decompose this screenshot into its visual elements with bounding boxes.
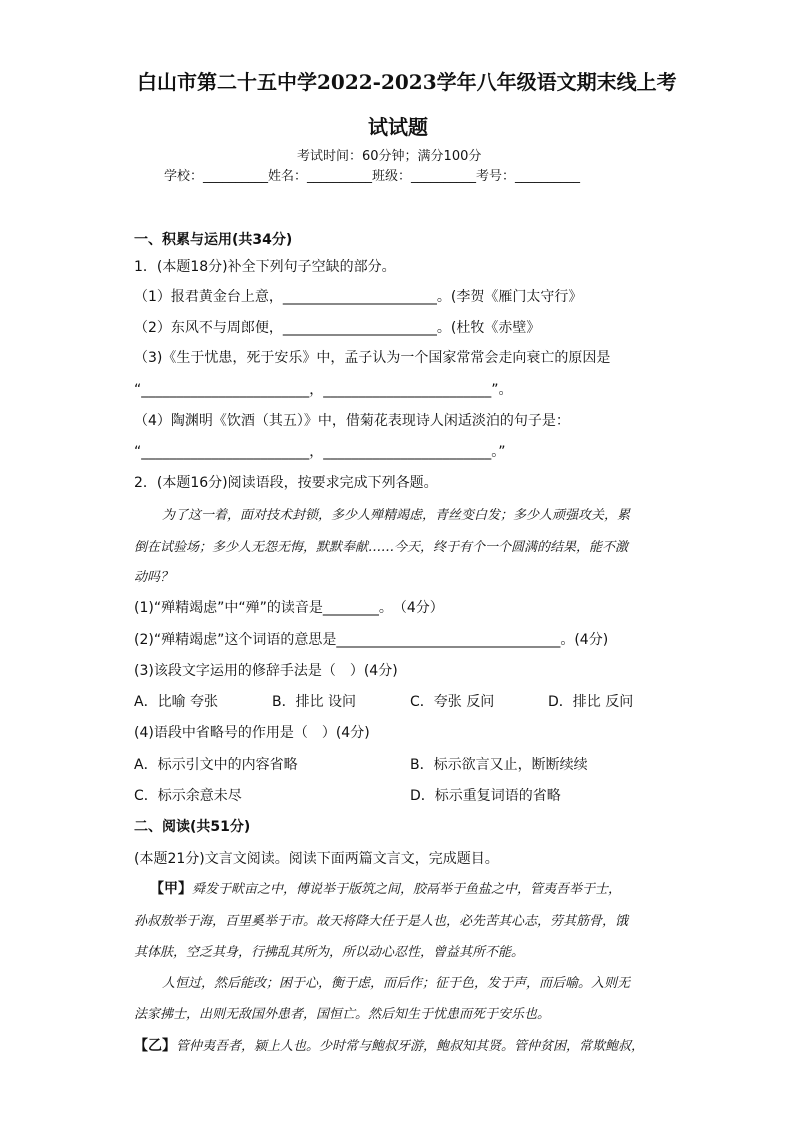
q1-item-1: （1）报君黄金台上意，______________________。(李贺《雁门太守行》 [134, 289, 583, 305]
q2-passage-line-2: 倒在试验场；多少人无怨无悔，默默奉献……今天，终于有个一个圆满的结果，能不激 [134, 540, 629, 555]
q2-sub-3: (3)该段文字运用的修辞手法是（ ）(4分) [134, 663, 398, 679]
jia-passage-line-3: 其体肤，空乏其身，行拂乱其所为，所以动心忍性，曾益其所不能。 [134, 945, 525, 960]
q2-sub-1: (1)“殚精竭虑”中“殚”的读音是________。 （4分） [134, 600, 444, 616]
q2-sub-4-option-b: B．标示欲言又止，断断续续 [410, 757, 588, 773]
exam-info: 考试时间：60分钟；满分100分 [297, 149, 482, 164]
q2-passage-line-3: 动吗？ [134, 570, 174, 585]
q1-item-4b: “________________________，________________________。” [134, 444, 506, 460]
q2-sub-3-option-d: D．排比 反问 [548, 694, 634, 710]
q1-stem: 1．(本题18分)补全下列句子空缺的部分。 [134, 259, 396, 275]
jia-passage-line-5: 法家拂士，出则无敌国外患者，国恒亡。然后知生于忧患而死于安乐也。 [134, 1007, 551, 1022]
yi-text-1: 管仲夷吾者，颍上人也。少时常与鲍叔牙游，鲍叔知其贤。管仲贫困，常欺鲍叔， [176, 1039, 645, 1054]
q3-stem: (本题21分)文言文阅读。阅读下面两篇文言文，完成题目。 [134, 851, 499, 867]
q1-item-3b: “________________________，________________________”。 [134, 382, 513, 398]
jia-label: 【甲】 [150, 881, 192, 897]
q2-sub-4-option-d: D．标示重复词语的省略 [410, 788, 561, 804]
section-heading-accumulation: 一、积累与运用(共34分) [134, 232, 293, 248]
page-title-continued: 试试题 [368, 115, 428, 139]
q2-sub-4-option-a: A．标示引文中的内容省略 [134, 757, 298, 773]
q2-sub-4-option-c: C．标示余意未尽 [134, 788, 242, 804]
jia-passage-line-1 [150, 878, 621, 898]
yi-passage-line-1 [134, 1035, 644, 1055]
q1-item-2: （2）东风不与周郎便，______________________。(杜牧《赤壁》 [134, 320, 541, 336]
jia-text-1: 舜发于畎亩之中，傅说举于版筑之间，胶鬲举于鱼盐之中，管夷吾举于士， [192, 882, 622, 897]
yi-label: 【乙】 [134, 1038, 176, 1054]
q2-stem: 2．(本题16分)阅读语段，按要求完成下列各题。 [134, 475, 438, 491]
q2-sub-4: (4)语段中省略号的作用是（ ）(4分) [134, 725, 370, 741]
jia-passage-line-4: 人恒过，然后能改；困于心，衡于虑，而后作；征于色，发于声，而后喻。入则无 [162, 976, 631, 991]
q2-passage-line-1: 为了这一着，面对技术封锁，多少人殚精竭虑，青丝变白发；多少人顽强攻关，累 [162, 508, 631, 523]
q1-item-3a: （3)《生于忧患，死于安乐》中，孟子认为一个国家常常会走向衰亡的原因是 [134, 350, 611, 366]
q2-sub-3-option-c: C．夸张 反问 [410, 694, 495, 710]
q2-sub-2: (2)“殚精竭虑”这个词语的意思是________________________________。(4分) [134, 632, 609, 648]
jia-passage-line-2: 孙叔敖举于海，百里奚举于市。故天将降大任于是人也，必先苦其心志，劳其筋骨，饿 [134, 914, 629, 929]
page-title: 白山市第二十五中学2022-2023学年八年级语文期末线上考 [137, 70, 677, 94]
student-info: 学校：__________姓名：__________班级：__________考号：__________ [164, 169, 581, 184]
q1-item-4a: （4）陶渊明《饮酒（其五）》中，借菊花表现诗人闲适淡泊的句子是： [134, 413, 570, 429]
section-heading-reading: 二、阅读(共51分) [134, 819, 251, 835]
q2-sub-3-option-a: A．比喻 夸张 [134, 694, 219, 710]
q2-sub-3-option-b: B．排比 设问 [272, 694, 357, 710]
